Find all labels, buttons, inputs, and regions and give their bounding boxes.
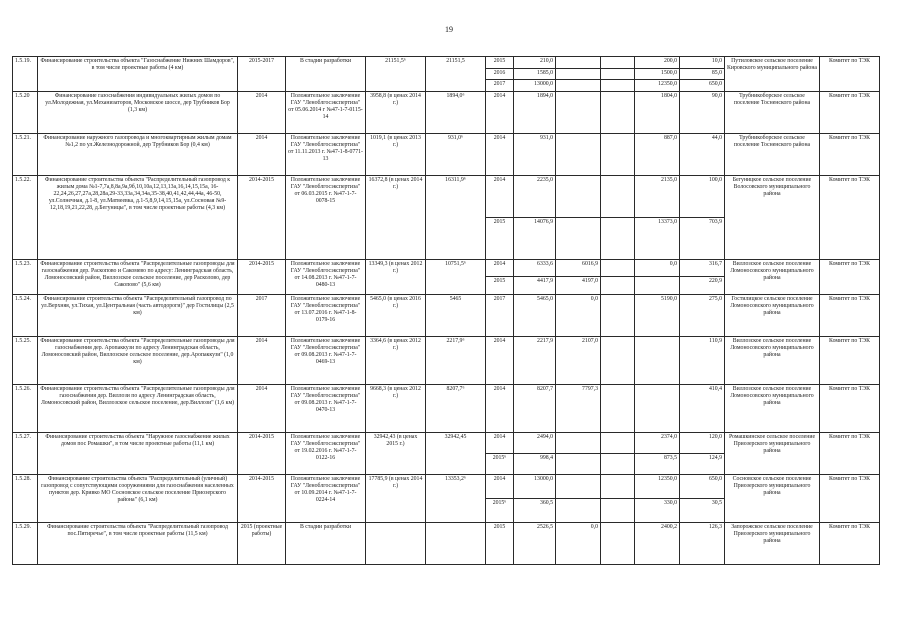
item-responsible: Комитет по ТЭК — [820, 91, 880, 133]
federal-cell — [556, 453, 601, 474]
year-cell: 2014 — [486, 91, 514, 133]
regional-cell — [635, 277, 680, 295]
total-cell: 5465,0 — [514, 294, 556, 336]
other-cell — [601, 432, 635, 453]
local-cell: 316,7 — [680, 259, 725, 277]
regional-cell: 200,0 — [635, 57, 680, 69]
regional-cell: 12350,0 — [635, 80, 680, 92]
local-cell: 703,9 — [680, 217, 725, 259]
item-period: 2014 — [238, 91, 286, 133]
item-cost: 5465,0 (в ценах 2016 г.) — [366, 294, 426, 336]
item-responsible: Комитет по ТЭК — [820, 336, 880, 384]
item-period: 2014 — [238, 384, 286, 432]
item-period: 2014 — [238, 336, 286, 384]
federal-cell — [556, 474, 601, 498]
item-responsible: Комитет по ТЭК — [820, 294, 880, 336]
year-cell: 2017 — [486, 80, 514, 92]
federal-cell: 7797,3 — [556, 384, 601, 432]
total-cell: 1585,0 — [514, 68, 556, 80]
regional-cell: 5190,0 — [635, 294, 680, 336]
federal-cell — [556, 91, 601, 133]
total-cell: 2526,5 — [514, 522, 556, 564]
item-name: Финансирование наружного газопровода и многоквартирным жилым домам №1,2 по ул.Железнодорожной, дер Трубников Бор (0,4 км) — [38, 133, 238, 175]
total-cell: 4417,9 — [514, 277, 556, 295]
year-cell: 2014 — [486, 336, 514, 384]
item-cost: 3958,8 (в ценах 2014 г.) — [366, 91, 426, 133]
year-cell: 2014 — [486, 259, 514, 277]
regional-cell: 0,0 — [635, 259, 680, 277]
local-cell: 410,4 — [680, 384, 725, 432]
item-name: Финансирование строительства объекта "Распределительные газопроводы для газоснабжения дер. Виллози по адресу Ленинградская область, Ломоносовский район, Виллозское сельское поселение, дер.Виллози" (1,6 км) — [38, 384, 238, 432]
total-cell: 931,0 — [514, 133, 556, 175]
item-cost: 3364,6 (в ценах 2012 г.) — [366, 336, 426, 384]
year-cell: 2014 — [486, 474, 514, 498]
item-name: Финансирование строительства объекта "Распределительные газопроводы для газоснабжения дер. Аропаккузи по адресу Ленинградская область, Ломоносовский район, Виллозское сельское поселение, дер.Аропаккузи" (1,0 км) — [38, 336, 238, 384]
year-cell: 2015 — [486, 522, 514, 564]
item-period: 2017 — [238, 294, 286, 336]
local-cell: 10,0 — [680, 57, 725, 69]
item-number: 1.5.24. — [13, 294, 38, 336]
total-cell: 998,4 — [514, 453, 556, 474]
federal-cell — [556, 217, 601, 259]
local-cell: 650,0 — [680, 80, 725, 92]
item-location: Трубникоборское сельское поселение Тосненского района — [725, 91, 820, 133]
item-responsible: Комитет по ТЭК — [820, 432, 880, 474]
local-cell: 650,0 — [680, 474, 725, 498]
regional-cell — [635, 384, 680, 432]
item-expertise: Положительное заключение ГАУ "Леноблгосэкспертиза" от 09.08.2013 г. №47-1-7-0470-13 — [286, 384, 366, 432]
item-name: Финансирование строительства объекта "Распределительный (уличный) газопровод с сопутствующими сооружениями для газоснабжения населенных пунктов дер. Кривко МО Сосновское сельское поселение Приозерского района" (6,1 км) — [38, 474, 238, 522]
item-responsible: Комитет по ТЭК — [820, 259, 880, 294]
item-location: Виллозское сельское поселение Ломоносовского муниципального района — [725, 384, 820, 432]
program-table — [12, 56, 880, 565]
regional-cell: 2135,0 — [635, 175, 680, 217]
federal-cell — [556, 68, 601, 80]
item-number: 1.5.29. — [13, 522, 38, 564]
item-name: Финансирование газоснабжения индивидуальных жилых домов по ул.Молодежная, ул.Механизаторов, Московское шоссе, дер Трубников Бор (1,3 км) — [38, 91, 238, 133]
year-cell: 2015 — [486, 217, 514, 259]
total-cell: 360,5 — [514, 498, 556, 522]
table-row — [13, 294, 880, 336]
table-row — [13, 57, 880, 69]
federal-cell — [556, 175, 601, 217]
federal-cell: 4197,0 — [556, 277, 601, 295]
other-cell — [601, 91, 635, 133]
year-cell: 2014 — [486, 432, 514, 453]
item-expertise: Положительное заключение ГАУ "Леноблгосэкспертиза" от 19.02.2016 г. №47-1-7-0122-16 — [286, 432, 366, 474]
local-cell: 220,9 — [680, 277, 725, 295]
item-responsible: Комитет по ТЭК — [820, 175, 880, 259]
regional-cell: 1804,0 — [635, 91, 680, 133]
local-cell: 90,0 — [680, 91, 725, 133]
regional-cell: 873,5 — [635, 453, 680, 474]
item-period: 2014-2015 — [238, 474, 286, 522]
federal-cell — [556, 133, 601, 175]
item-number: 1.5.27. — [13, 432, 38, 474]
federal-cell — [556, 432, 601, 453]
total-cell: 2217,9 — [514, 336, 556, 384]
item-responsible: Комитет по ТЭК — [820, 384, 880, 432]
total-cell: 6333,6 — [514, 259, 556, 277]
total-cell: 1894,0 — [514, 91, 556, 133]
item-responsible: Комитет по ТЭК — [820, 57, 880, 92]
total-cell: 2494,0 — [514, 432, 556, 453]
item-limit: 1894,0⁶ — [426, 91, 486, 133]
item-expertise: В стадии разработки — [286, 57, 366, 92]
item-cost: 9668,3 (в ценах 2012 г.) — [366, 384, 426, 432]
table-row — [13, 474, 880, 498]
regional-cell: 2374,0 — [635, 432, 680, 453]
item-responsible: Комитет по ТЭК — [820, 522, 880, 564]
table-row — [13, 336, 880, 384]
other-cell — [601, 277, 635, 295]
table-row — [13, 133, 880, 175]
item-location: Трубникоборское сельское поселение Тосненского района — [725, 133, 820, 175]
item-limit — [426, 522, 486, 564]
item-expertise: В стадии разработки — [286, 522, 366, 564]
item-period: 2015 (проектные работы) — [238, 522, 286, 564]
item-number: 1.5.23. — [13, 259, 38, 294]
item-cost: 1019,1 (в ценах 2013 г.) — [366, 133, 426, 175]
item-number: 1.5.20 — [13, 91, 38, 133]
item-number: 1.5.19. — [13, 57, 38, 92]
item-responsible: Комитет по ТЭК — [820, 133, 880, 175]
item-expertise: Положительное заключение ГАУ "Леноблгосэкспертиза" от 10.09.2014 г. №47-1-7-0224-14 — [286, 474, 366, 522]
item-period: 2014-2015 — [238, 175, 286, 259]
item-limit: 5465 — [426, 294, 486, 336]
item-expertise: Положительное заключение ГАУ "Леноблгосэкспертиза" от 14.08.2013 г. №47-1-7-0480-13 — [286, 259, 366, 294]
other-cell — [601, 384, 635, 432]
item-name: Финансирование строительства объекта "Наружное газоснабжение жилых домов пос Ромашки", в том числе проектные работы (11,1 км) — [38, 432, 238, 474]
item-cost: 21151,5⁶ — [366, 57, 426, 92]
item-number: 1.5.21. — [13, 133, 38, 175]
item-limit: 16311,9⁶ — [426, 175, 486, 259]
year-cell: 2015 — [486, 277, 514, 295]
year-cell: 2014 — [486, 175, 514, 217]
table-row — [13, 522, 880, 564]
item-name: Финансирование строительства объекта "Распределительные газопроводы для газоснабжения дер. Раскопово и Сакомево по адресу: Ленинградская область, Ломоносовский район, Виллозское сельское поселение, дер Расколово, дер Сакопово" (5,6 км) — [38, 259, 238, 294]
local-cell: 275,0 — [680, 294, 725, 336]
item-name: Финансирование строительства объекта "Распределительный газопровод пос.Пятиречье", в том числе проектные работы (11,5 км) — [38, 522, 238, 564]
local-cell: 126,3 — [680, 522, 725, 564]
total-cell: 2235,0 — [514, 175, 556, 217]
year-cell: 2016 — [486, 68, 514, 80]
item-name: Финансирование строительства объекта "Распределительный газопровод к жилым дома №1-7,7а,8,8а,9а,9б,10,10а,12,13,13а,16,14,15,15а, 16-22,24,26,27,27а,28,28а,29-33,33а,34,34а,35-38,40,41,42,44,44а, 46-50, ул.Солнечная, д.1-8, ул.Матвеевка, д.1-5,8,9,14,15,15а, ул.Сосновая №9-12,18,19,21,22,28, д.Бегуницы", в том числе проектные работы (4,3 км) — [38, 175, 238, 259]
other-cell — [601, 175, 635, 217]
table-row — [13, 259, 880, 277]
item-location: Сосновское сельское поселение Приозерского муниципального района — [725, 474, 820, 522]
item-period: 2014-2015 — [238, 259, 286, 294]
total-cell: 13000,0 — [514, 474, 556, 498]
item-number: 1.5.28. — [13, 474, 38, 522]
item-location: Путиловское сельское поселение Кировского муниципального района — [725, 57, 820, 92]
page-number: 19 — [445, 25, 453, 34]
total-cell: 8207,7 — [514, 384, 556, 432]
year-cell: 2014 — [486, 133, 514, 175]
item-limit: 931,0⁶ — [426, 133, 486, 175]
item-limit: 32942,45 — [426, 432, 486, 474]
local-cell: 44,0 — [680, 133, 725, 175]
regional-cell: 12350,0 — [635, 474, 680, 498]
other-cell — [601, 68, 635, 80]
item-expertise: Положительное заключение ГАУ "Леноблгосэкспертиза" от 09.08.2013 г. №47-1-7-0469-13 — [286, 336, 366, 384]
federal-cell — [556, 57, 601, 69]
local-cell: 30,5 — [680, 498, 725, 522]
item-location: Виллозское сельское поселение Ломоносовского муниципального района — [725, 259, 820, 294]
local-cell: 124,9 — [680, 453, 725, 474]
federal-cell: 0,0 — [556, 522, 601, 564]
regional-cell: 1500,0 — [635, 68, 680, 80]
year-cell: 2014 — [486, 384, 514, 432]
local-cell: 120,0 — [680, 432, 725, 453]
item-number: 1.5.26. — [13, 384, 38, 432]
local-cell: 85,0 — [680, 68, 725, 80]
item-expertise: Положительное заключение ГАУ "Леноблгосэкспертиза" от 11.11.2013 г. №47-1-8-0771-13 — [286, 133, 366, 175]
item-expertise: Положительное заключение ГАУ "Леноблгосэкспертиза" от 05.06.2014 г №47-1-7-0115-14 — [286, 91, 366, 133]
item-limit: 13353,2⁶ — [426, 474, 486, 522]
item-responsible: Комитет по ТЭК — [820, 474, 880, 522]
item-location: Запорожское сельское поселение Приозерского муниципального района — [725, 522, 820, 564]
other-cell — [601, 57, 635, 69]
table-row — [13, 91, 880, 133]
table-row — [13, 175, 880, 217]
year-cell: 2015⁶ — [486, 498, 514, 522]
federal-cell — [556, 498, 601, 522]
other-cell — [601, 522, 635, 564]
regional-cell: 2400,2 — [635, 522, 680, 564]
other-cell — [601, 294, 635, 336]
regional-cell — [635, 336, 680, 384]
item-limit: 21151,5 — [426, 57, 486, 92]
total-cell: 210,0 — [514, 57, 556, 69]
item-location: Бегуницкое сельское поселение Волосовского муниципального района — [725, 175, 820, 259]
item-limit: 10751,5⁶ — [426, 259, 486, 294]
item-location: Гостилицкое сельское поселение Ломоносовского муниципального района — [725, 294, 820, 336]
year-cell: 2015 — [486, 57, 514, 69]
other-cell — [601, 336, 635, 384]
year-cell: 2017 — [486, 294, 514, 336]
item-period: 2014 — [238, 133, 286, 175]
item-period: 2014-2015 — [238, 432, 286, 474]
federal-cell: 0,0 — [556, 294, 601, 336]
item-cost: 16372,8 (в ценах 2014 г.) — [366, 175, 426, 259]
other-cell — [601, 133, 635, 175]
table-row — [13, 384, 880, 432]
item-cost: 17785,9 (в ценах 2014 г.) — [366, 474, 426, 522]
other-cell — [601, 217, 635, 259]
total-cell: 13000,0 — [514, 80, 556, 92]
table-row — [13, 432, 880, 453]
other-cell — [601, 498, 635, 522]
item-number: 1.5.25. — [13, 336, 38, 384]
item-cost: 32942,43 (в ценах 2015 г.) — [366, 432, 426, 474]
other-cell — [601, 259, 635, 277]
federal-cell — [556, 80, 601, 92]
total-cell: 14076,9 — [514, 217, 556, 259]
year-cell: 2015⁶ — [486, 453, 514, 474]
item-limit: 2217,9⁶ — [426, 336, 486, 384]
item-name: Финансирование строительства объекта "Газоснабжение Нижних Шамдоров", в том числе проектные работы (4 км) — [38, 57, 238, 92]
local-cell: 100,0 — [680, 175, 725, 217]
item-name: Финансирование строительства объекта "Распределительный газопровод по ул.Верхняя, ул.Тихая, ул.Центральная (часть автодороги)" дер Гостилицы (2,5 км) — [38, 294, 238, 336]
regional-cell: 887,0 — [635, 133, 680, 175]
item-expertise: Положительное заключение ГАУ "Леноблгосэкспертиза" от 13.07.2016 г. №47-1-8-0179-16 — [286, 294, 366, 336]
item-expertise: Положительное заключение ГАУ "Леноблгосэкспертиза" от 06.03.2015 г. №47-1-7-0078-15 — [286, 175, 366, 259]
federal-cell: 2107,0 — [556, 336, 601, 384]
item-period: 2015-2017 — [238, 57, 286, 92]
item-limit: 8207,7⁶ — [426, 384, 486, 432]
other-cell — [601, 474, 635, 498]
item-number: 1.5.22. — [13, 175, 38, 259]
item-cost: 13349,3 (в ценах 2012 г.) — [366, 259, 426, 294]
other-cell — [601, 80, 635, 92]
local-cell: 110,9 — [680, 336, 725, 384]
other-cell — [601, 453, 635, 474]
item-cost — [366, 522, 426, 564]
regional-cell: 330,0 — [635, 498, 680, 522]
item-location: Ромашкинское сельское поселение Приозерского муниципального района — [725, 432, 820, 474]
item-location: Виллозское сельское поселение Ломоносовского муниципального района — [725, 336, 820, 384]
federal-cell: 6016,9 — [556, 259, 601, 277]
regional-cell: 13373,0 — [635, 217, 680, 259]
